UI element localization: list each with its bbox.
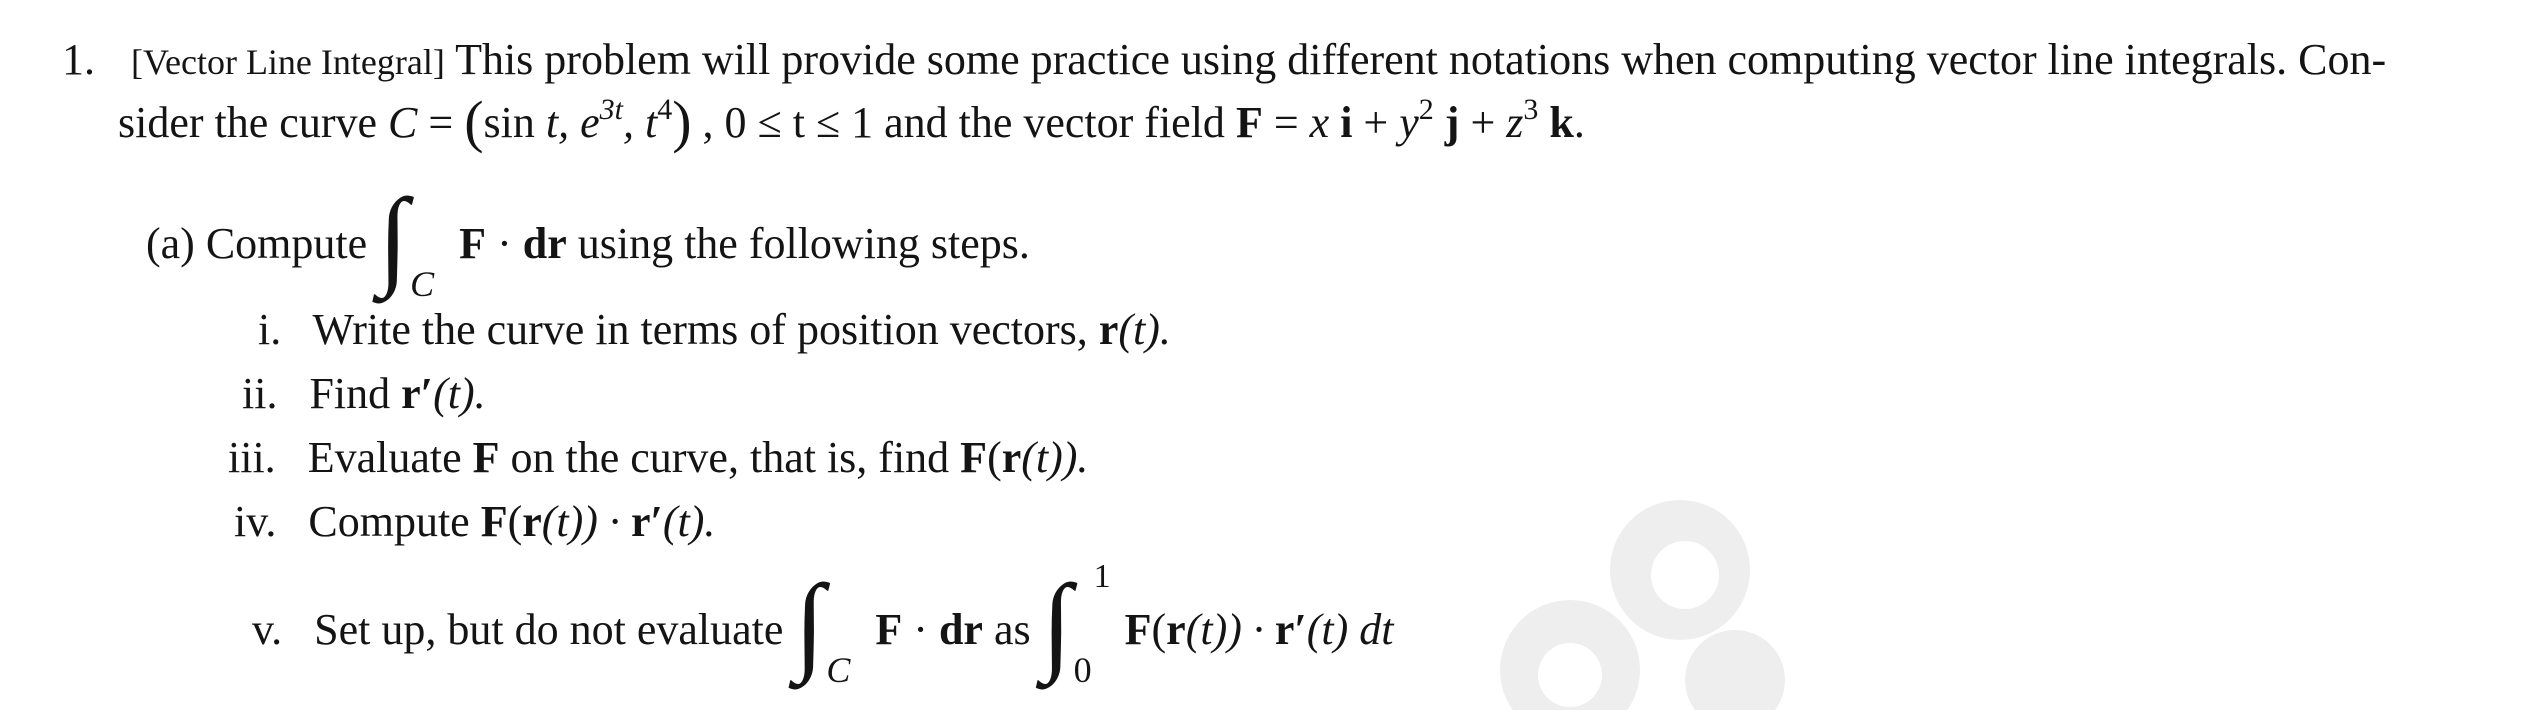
part-a-label: (a) Compute	[146, 219, 368, 269]
step-iii-num: iii.	[228, 433, 276, 482]
step-v-as: as	[982, 605, 1042, 655]
part-a-dr: dr	[522, 219, 567, 269]
k-hat: k	[1538, 98, 1574, 147]
step-iii-r: r	[1001, 433, 1022, 482]
step-i	[258, 302, 1171, 358]
integral-upper-limit: 1	[1093, 558, 1111, 595]
part-a-F: F	[459, 219, 487, 269]
step-ii-num: ii.	[242, 369, 278, 418]
intro-text: This problem will provide some practice using different notations when computing vector line integrals. Con-	[455, 35, 2387, 84]
step-iv	[234, 494, 715, 550]
field-equals: =	[1262, 98, 1310, 147]
t-term: , t	[622, 98, 658, 147]
step-iv-text: Compute	[308, 497, 481, 546]
problem-number: 1.	[62, 35, 95, 84]
line-integral-symbol-2: ∫ C	[794, 562, 851, 690]
step-iv-r: r	[522, 497, 542, 546]
step-v-mid: (t)) ·	[1185, 605, 1275, 655]
integral-2-subscript: C	[826, 650, 851, 690]
step-v-lparen: (	[1151, 605, 1167, 655]
right-paren: )	[672, 89, 692, 154]
plus-2: +	[1459, 98, 1507, 147]
problem-tag: [Vector Line Integral]	[131, 42, 445, 82]
step-ii	[242, 366, 486, 422]
step-ii-tail: (t).	[433, 369, 486, 418]
step-iii-F: F	[472, 433, 500, 482]
step-iv-num: iv.	[234, 497, 277, 546]
step-v-r: r	[1166, 605, 1186, 655]
step-ii-text: Find	[309, 369, 402, 418]
integral-subscript: C	[410, 264, 435, 304]
exp-2: 2	[1418, 93, 1434, 126]
y-var: y	[1399, 98, 1419, 147]
step-v-rprime: r′	[1274, 605, 1307, 655]
step-iii-F2: F	[960, 433, 988, 482]
step-iii-text-2: on the curve, that is, find	[499, 433, 961, 482]
part-a-rest: using the following steps.	[566, 219, 1030, 269]
step-i-r: r	[1098, 305, 1119, 354]
line-integral-symbol: ∫ C	[378, 176, 435, 304]
exp-3: 3	[1523, 93, 1539, 126]
field-F: F	[1235, 98, 1263, 147]
step-iii-paren: (	[987, 433, 1002, 482]
problem-intro-line-1	[62, 32, 2386, 90]
problem-intro-line-2	[118, 90, 1585, 156]
step-iv-tail: (t).	[662, 497, 716, 546]
integral-lower-limit: 0	[1073, 650, 1092, 690]
step-iii-text: Evaluate	[307, 433, 473, 482]
step-iv-paren: (	[507, 497, 523, 546]
step-iv-rprime: r′	[630, 497, 663, 546]
sin-fn: sin	[483, 98, 546, 147]
x-var: x	[1309, 98, 1330, 147]
z-var: z	[1506, 98, 1524, 147]
step-v	[252, 558, 1394, 690]
step-i-tail: (t).	[1118, 305, 1171, 354]
equals-sign: =	[417, 98, 465, 147]
left-paren: (	[464, 89, 484, 154]
t-var: t	[545, 98, 559, 147]
intro-text-2: sider the curve	[118, 98, 388, 147]
step-v-dot: ·	[902, 605, 939, 655]
curve-name: C	[388, 98, 418, 147]
i-hat: i	[1329, 98, 1353, 147]
e-term: , e	[558, 98, 600, 147]
step-v-dr: dr	[938, 605, 983, 655]
step-v-tail: (t) dt	[1306, 605, 1394, 655]
part-a	[146, 176, 1030, 304]
step-v-F: F	[875, 605, 903, 655]
step-iii-tail: (t)).	[1021, 433, 1089, 482]
plus-1: +	[1352, 98, 1400, 147]
t-range: , 0 ≤ t ≤ 1	[691, 98, 874, 147]
step-v-F2: F	[1124, 605, 1152, 655]
j-hat: j	[1433, 98, 1460, 147]
definite-integral-symbol: ∫ 0 1	[1041, 558, 1111, 690]
step-iv-mid: (t)) ·	[541, 497, 631, 546]
exp-3t: 3t	[599, 93, 623, 126]
and-field-text: and the vector field	[873, 98, 1236, 147]
part-a-dot: ·	[486, 219, 523, 269]
step-i-num: i.	[258, 305, 282, 354]
exp-4: 4	[657, 93, 673, 126]
step-iv-F: F	[480, 497, 508, 546]
step-i-text: Write the curve in terms of position vectors,	[312, 305, 1099, 354]
step-v-text: Set up, but do not evaluate	[314, 605, 784, 655]
period: .	[1573, 98, 1585, 147]
step-v-num: v.	[252, 605, 283, 655]
step-ii-rprime: r′	[401, 369, 434, 418]
step-iii	[228, 430, 1088, 486]
